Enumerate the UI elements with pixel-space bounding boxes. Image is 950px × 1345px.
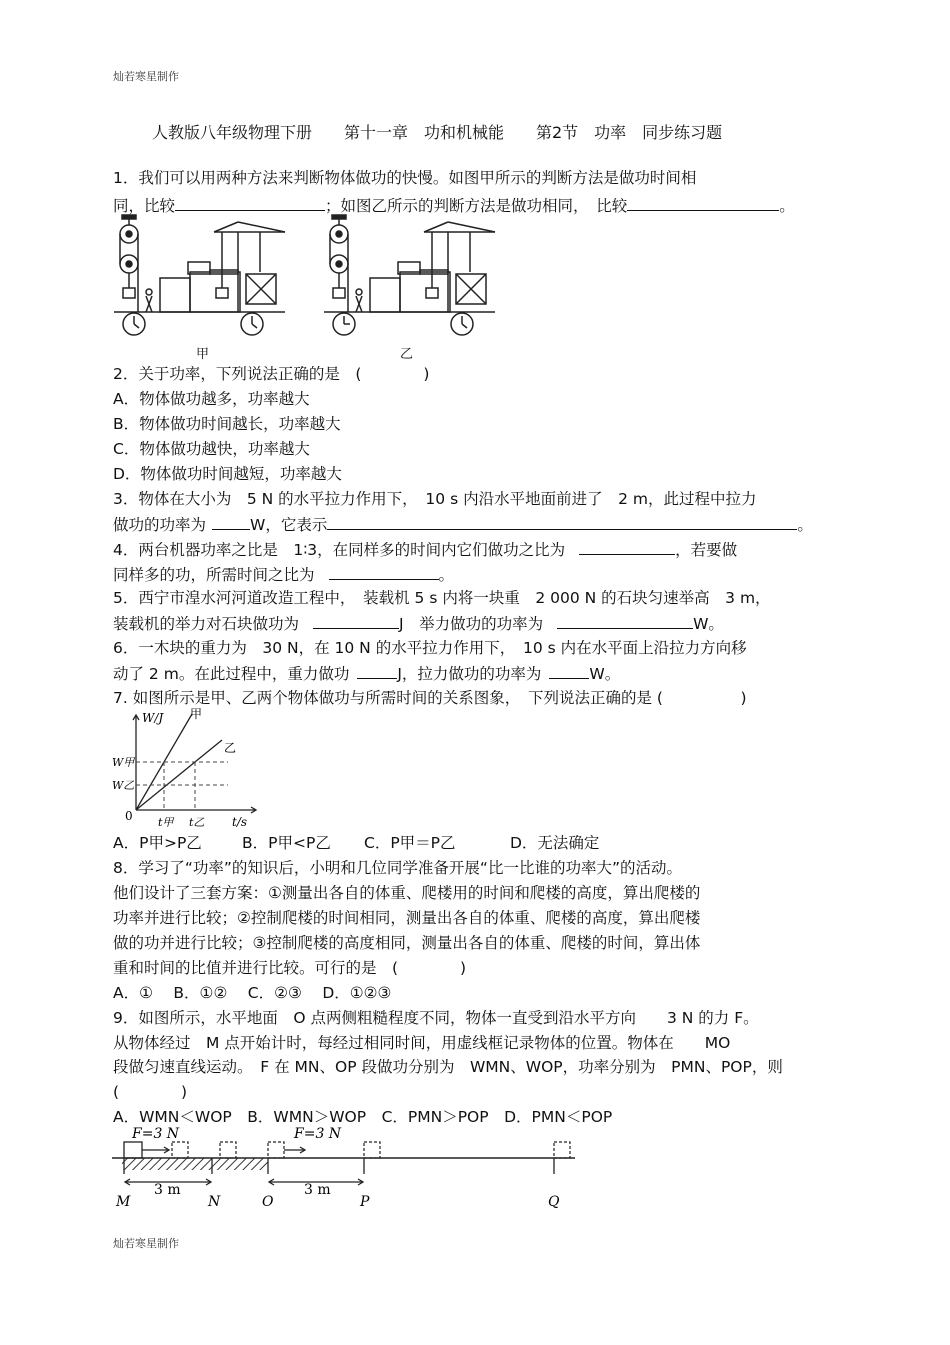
q8-options[interactable]: A．① B．①② C．②③ D．①②③ [113, 984, 392, 1002]
q2-option-c[interactable]: C．物体做功越快，功率越大 [113, 440, 310, 458]
q1-fig-label-b: 乙 [400, 347, 414, 362]
q3-blank-1[interactable] [212, 513, 250, 530]
q7-option-c[interactable]: C．P甲＝P乙 [364, 834, 456, 852]
q4-line1 [113, 538, 737, 560]
q9-figure [110, 1124, 580, 1210]
q4-text-c: 同样多的功，所需时间之比为 [113, 566, 315, 584]
graph-label-yi: 乙 [224, 741, 237, 755]
q7-stem: 7. 如图所示是甲、乙两个物体做功与所需时间的关系图象， 下列说法正确的是 ( ) [113, 689, 747, 707]
graph-t-yi: t乙 [189, 816, 205, 829]
q4-blank-1[interactable] [579, 538, 675, 555]
graph-xlabel: t/s [232, 815, 248, 829]
q3-line1: 3．物体在大小为 5 N 的水平拉力作用下， 10 s 内沿水平地面前进了 2 m，此过程中拉力 [113, 490, 757, 508]
q9-line4: ( ) [113, 1083, 188, 1101]
q8-line3: 功率并进行比较；②控制爬楼的时间相同，测量出各自的体重、爬楼的高度，算出爬楼 [113, 909, 701, 927]
q9-point-m: M [116, 1194, 131, 1210]
q9-distance-1: 3 m [154, 1182, 181, 1198]
q5-blank-2[interactable] [557, 612, 693, 629]
q9-point-n: N [208, 1194, 221, 1210]
q5-text-c: W。 [693, 615, 724, 633]
q5-text-a: 装载机的举力对石块做功为 [113, 615, 300, 633]
q9-point-p: P [360, 1194, 370, 1210]
q6-text-b: J，拉力做功的功率为 [397, 665, 542, 683]
q2-option-a[interactable]: A．物体做功越多，功率越大 [113, 390, 310, 408]
q4-line2 [113, 563, 454, 585]
graph-label-jia: 甲 [190, 707, 203, 721]
q1-text-c: 。 [779, 197, 795, 215]
q3-text-c: 。 [797, 516, 813, 534]
q8-line1: 8．学习了“功率”的知识后，小明和几位同学准备开展“比一比谁的功率大”的活动。 [113, 859, 682, 877]
q8-line4: 做的功并进行比较；③控制爬楼的高度相同，测量出各自的体重、爬楼的时间，算出体 [113, 934, 701, 952]
q6-line2 [113, 662, 620, 684]
page-title: 人教版八年级物理下册 第十一章 功和机械能 第2节 功率 同步练习题 [152, 123, 723, 142]
q9-line1: 9．如图所示，水平地面 O 点两侧粗糙程度不同，物体一直受到沿水平方向 3 N 的力 F。 [113, 1009, 759, 1027]
q4-text-d: 。 [438, 566, 455, 584]
q1-line1: 1．我们可以用两种方法来判断物体做功的快慢。如图甲所示的判断方法是做功时间相 [113, 169, 697, 187]
q1-fig-label-a: 甲 [196, 347, 210, 362]
q9-line2: 从物体经过 M 点开始计时，每经过相同时间，用虚线框记录物体的位置。物体在 MO [113, 1034, 731, 1052]
q4-blank-2[interactable] [329, 563, 439, 580]
q7-option-b[interactable]: B．P甲<P乙 [242, 834, 331, 852]
q5-blank-1[interactable] [313, 612, 399, 629]
q6-blank-1[interactable] [357, 662, 397, 679]
q8-line5: 重和时间的比值并进行比较。可行的是 ( ) [113, 959, 467, 977]
graph-line-yi [136, 740, 222, 810]
q8-line2: 他们设计了三套方案：①测量出各自的体重、爬楼用的时间和爬楼的高度，算出爬楼的 [113, 884, 701, 902]
q4-text-b: ，若要做 [675, 541, 738, 559]
q3-text-b: W，它表示 [250, 516, 328, 534]
q3-blank-2[interactable] [327, 513, 797, 530]
q7-option-a[interactable]: A．P甲>P乙 [113, 834, 202, 852]
q1-text-b: ；如图乙所示的判断方法是做功相同， 比较 [325, 197, 628, 215]
rough-surface [122, 1158, 268, 1170]
q4-text-a: 4．两台机器功率之比是 1∶3，在同样多的时间内它们做功之比为 [113, 541, 566, 559]
q2-stem: 2．关于功率，下列说法正确的是 ( ) [113, 365, 430, 383]
q9-point-o: O [262, 1194, 274, 1210]
q6-line1: 6．一木块的重力为 30 N，在 10 N 的水平拉力作用下， 10 s 内在水平面上沿拉力方向移 [113, 639, 747, 657]
q1-figure [110, 212, 500, 342]
q9-options[interactable]: A．WMN＜WOP B．WMN＞WOP C．PMN＞POP D．PMN＜POP [113, 1108, 613, 1126]
q9-distance-2: 3 m [304, 1182, 331, 1198]
q3-line2 [113, 513, 813, 535]
graph-ylabel: W/J [142, 711, 164, 725]
graph-t-jia: t甲 [158, 816, 174, 829]
q6-text-c: W。 [589, 665, 621, 683]
q9-point-q: Q [548, 1194, 560, 1210]
q9-force-label-1: F=3 N [132, 1126, 180, 1142]
q5-line1: 5．西宁市湟水河河道改造工程中， 装载机 5 s 内将一块重 2 000 N 的石块匀速举高 3 m， [113, 589, 771, 607]
q1-text-a: 同，比较 [113, 197, 176, 215]
q7-option-d[interactable]: D．无法确定 [510, 834, 600, 852]
graph-w-yi: W乙 [112, 779, 135, 792]
q1-blank-1[interactable] [175, 194, 325, 211]
q3-text-a: 做功的功率为 [113, 516, 207, 534]
q6-blank-2[interactable] [549, 662, 589, 679]
q2-option-d[interactable]: D．物体做功时间越短，功率越大 [113, 465, 342, 483]
page-header: 灿若寒星制作 [113, 70, 179, 83]
graph-origin: 0 [125, 809, 133, 823]
graph-w-jia: W甲 [112, 756, 135, 769]
q6-text-a: 动了 2 m。在此过程中，重力做功 [113, 665, 350, 683]
page-footer: 灿若寒星制作 [113, 1237, 179, 1250]
q7-graph [110, 706, 270, 830]
q5-line2 [113, 612, 724, 634]
q2-option-b[interactable]: B．物体做功时间越长，功率越大 [113, 415, 341, 433]
q9-force-label-2: F=3 N [294, 1126, 342, 1142]
q9-line3: 段做匀速直线运动。 F 在 MN、OP 段做功分别为 WMN、WOP，功率分别为 PMN、POP，则 [113, 1058, 783, 1076]
q1-blank-2[interactable] [627, 194, 779, 211]
q5-text-b: J 举力做功的功率为 [399, 615, 544, 633]
